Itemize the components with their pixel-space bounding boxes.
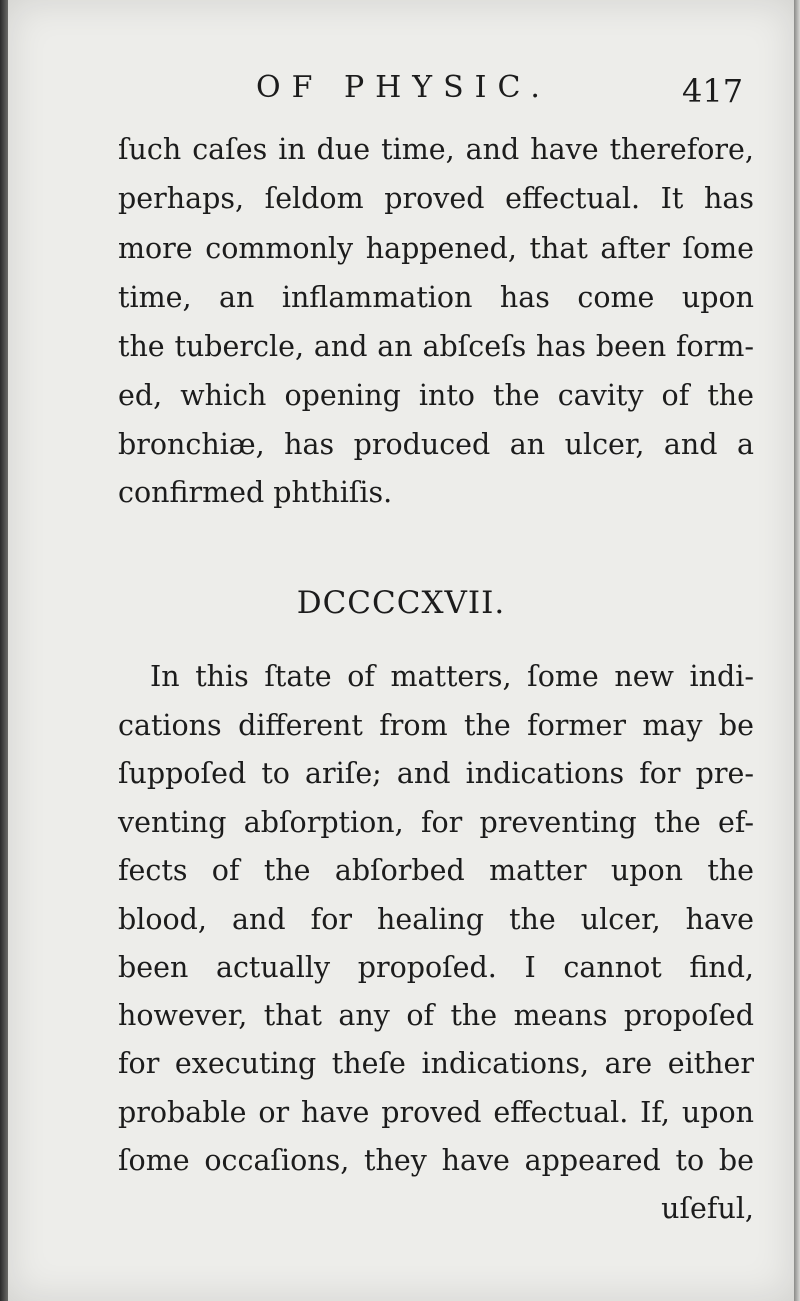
text-line: venting abſorption, for preventing the ef- [118,806,754,839]
text-line: In this ſtate of matters, ſome new indi- [150,660,754,693]
text-line: ed, which opening into the cavity of the [118,379,754,412]
text-line: perhaps, ſeldom proved effectual. It has [118,182,754,215]
text-line: confirmed phthiſis. [118,476,393,509]
text-line: cations different from the former may be [118,709,754,742]
text-line: ſome occaſions, they have appeared to be [118,1144,754,1177]
text-line: ſuch caſes in due time, and have therefore, [118,133,754,166]
text-line: more commonly happened, that after ſome [118,232,754,265]
book-page [8,0,794,1301]
text-line: bronchiæ, has produced an ulcer, and a [118,428,754,461]
text-line: probable or have proved effectual. If, upon [118,1096,754,1129]
text-line: for executing theſe indications, are either [118,1047,754,1080]
catchword: uſeful, [661,1192,754,1225]
page-edge-left [0,0,8,1301]
text-line: blood, and for healing the ulcer, have [118,903,754,936]
section-heading: DCCCCXVII. [296,585,506,621]
text-line: been actually propoſed. I cannot find, [118,951,754,984]
text-line: fects of the abſorbed matter upon the [118,854,754,887]
page-edge-right [794,0,800,1301]
page-number: 417 [682,72,744,110]
text-line: ſuppoſed to ariſe; and indications for pre- [118,757,754,790]
text-line: the tubercle, and an abſceſs has been form- [118,330,754,363]
running-head: OF PHYSIC. [256,70,551,105]
text-line: however, that any of the means propoſed [118,999,754,1032]
text-line: time, an inflammation has come upon [118,281,754,314]
